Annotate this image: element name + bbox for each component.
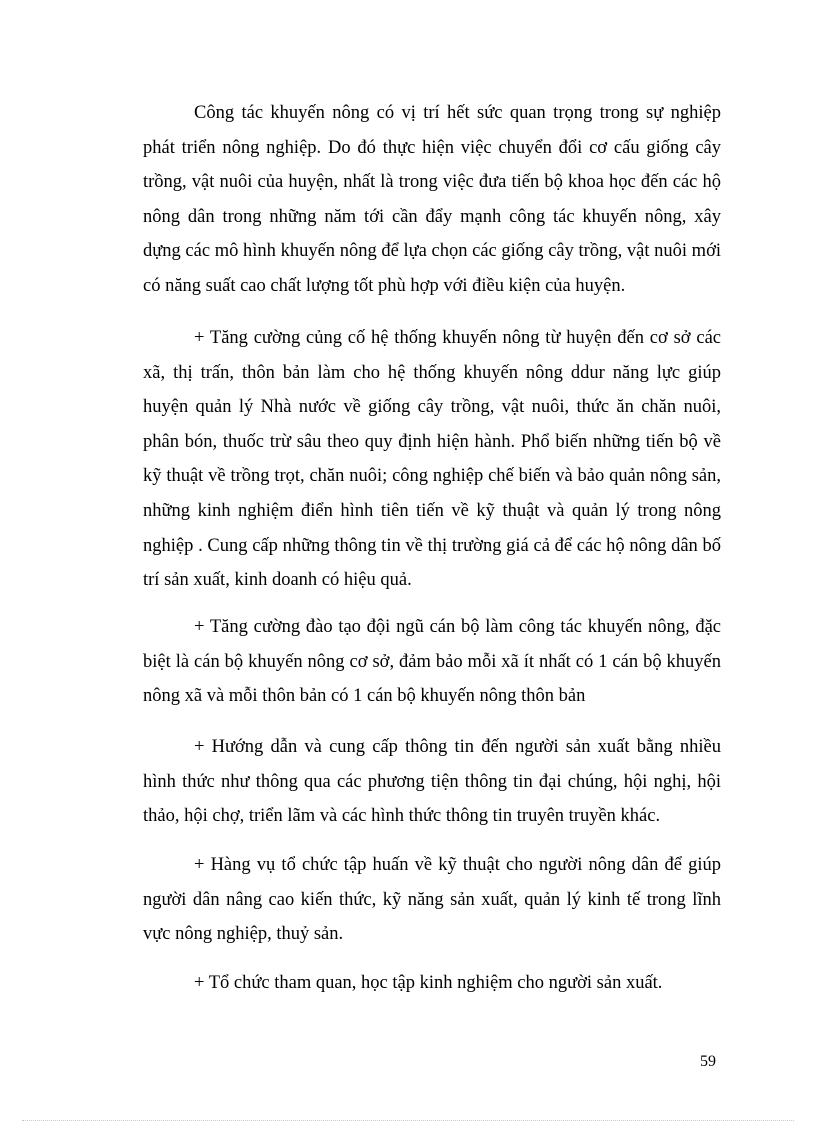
paragraph-information-guidance: + Hướng dẫn và cung cấp thông tin đến người sản xuất bằng nhiều hình thức như thông qua các phương tiện thông tin đại chúng, hội nghị, hội thảo, hội chợ, triển lãm và các hình thức thông tin truyên truyền khác. xyxy=(143,737,721,827)
page-number: 59 xyxy=(700,1053,716,1070)
paragraph-study-tours: + Tổ chức tham quan, học tập kinh nghiệm cho người sản xuất. xyxy=(194,973,663,993)
paragraph-extension-role: Công tác khuyến nông có vị trí hết sức quan trọng trong sự nghiệp phát triển nông nghiệp. Do đó thực hiện việc chuyển đổi cơ cấu giống cây trồng, vật nuôi của huyện, nhất là trong việc đưa tiến bộ khoa học đến các hộ nông dân trong những năm tới cần đẩy mạnh công tác khuyến nông, xây dựng các mô hình khuyến nông để lựa chọn các giống cây trồng, vật nuôi mới có năng suất cao chất lượng tốt phù hợp với điều kiện của huyện. xyxy=(143,103,721,296)
paragraph-strengthen-system: + Tăng cường củng cố hệ thống khuyến nông từ huyện đến cơ sở các xã, thị trấn, thôn bản làm cho hệ thống khuyến nông ddur năng lực giúp huyện quản lý Nhà nước về giống cây trồng, vật nuôi, thức ăn chăn nuôi, phân bón, thuốc trừ sâu theo quy định hiện hành. Phổ biến những tiến bộ về kỹ thuật về trồng trọt, chăn nuôi; công nghiệp chế biến và bảo quản nông sản, những kinh nghiệm điển hình tiên tiến về kỹ thuật và quản lý trong nông nghiệp . Cung cấp những thông tin về thị trường giá cả để các hộ nông dân bố trí sản xuất, kinh doanh có hiệu quả. xyxy=(143,328,721,591)
paragraph-technical-training: + Hàng vụ tổ chức tập huấn về kỹ thuật cho người nông dân để giúp người dân nâng cao kiến thức, kỹ năng sản xuất, quản lý kinh tế trong lĩnh vực nông nghiệp, thuỷ sản. xyxy=(143,855,721,945)
paragraph-staff-training: + Tăng cường đào tạo đội ngũ cán bộ làm công tác khuyến nông, đặc biệt là cán bộ khuyến nông cơ sở, đảm bảo mỗi xã ít nhất có 1 cán bộ khuyến nông xã và mỗi thôn bản có 1 cán bộ khuyến nông thôn bản xyxy=(143,617,721,707)
page-bottom-divider xyxy=(22,1120,794,1121)
